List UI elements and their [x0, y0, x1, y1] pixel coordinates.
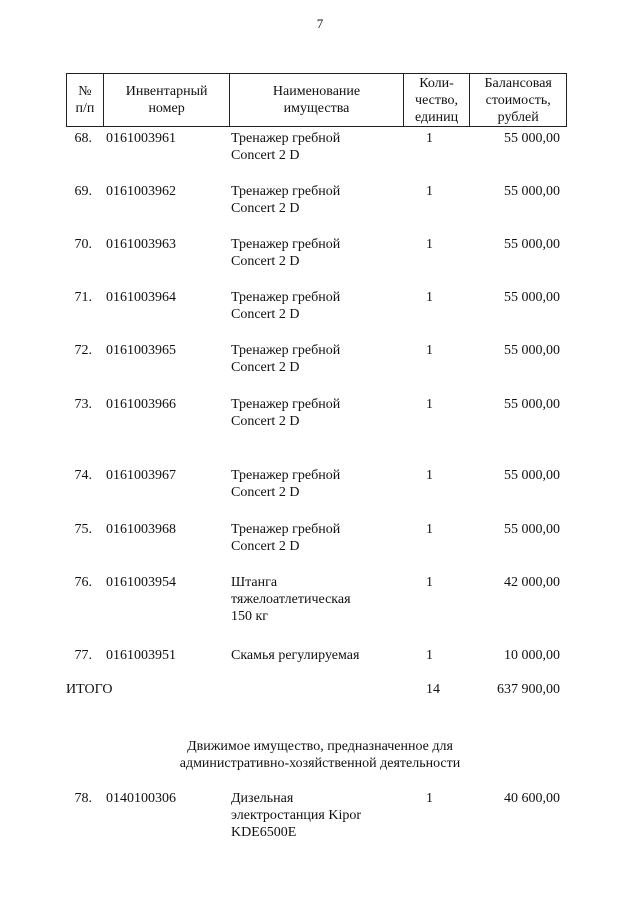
total-quantity: 14 [426, 682, 440, 697]
row-cost: 55 000,00 [504, 343, 560, 358]
row-inventory: 0161003963 [106, 237, 176, 252]
row-name: Тренажер гребной Concert 2 D [231, 131, 341, 163]
row-num: 71. [74, 290, 92, 305]
header-inventory: Инвентарный номер [104, 74, 231, 126]
row-quantity: 1 [426, 343, 433, 358]
row-inventory: 0161003951 [106, 648, 176, 663]
row-num: 69. [74, 184, 92, 199]
row-name: Штанга тяжелоатлетическая 150 кг [231, 575, 351, 624]
total-cost: 637 900,00 [497, 682, 560, 697]
row-cost: 55 000,00 [504, 237, 560, 252]
row-inventory: 0161003968 [106, 522, 176, 537]
row-num: 76. [74, 575, 92, 590]
row-cost: 10 000,00 [504, 648, 560, 663]
row-name: Тренажер гребной Concert 2 D [231, 184, 341, 216]
total-label: ИТОГО [66, 682, 113, 697]
header-num: № п/п [67, 74, 104, 126]
row-name: Скамья регулируемая [231, 648, 360, 663]
row-quantity: 1 [426, 575, 433, 590]
row-inventory: 0161003961 [106, 131, 176, 146]
row-cost: 42 000,00 [504, 575, 560, 590]
row-inventory: 0161003964 [106, 290, 176, 305]
page-number: 7 [316, 16, 324, 31]
row-cost: 55 000,00 [504, 290, 560, 305]
row-cost: 55 000,00 [504, 522, 560, 537]
row-num: 70. [74, 237, 92, 252]
row-num: 75. [74, 522, 92, 537]
row-quantity: 1 [426, 290, 433, 305]
row-quantity: 1 [426, 237, 433, 252]
row-name: Тренажер гребной Concert 2 D [231, 343, 341, 375]
row-num: 72. [74, 343, 92, 358]
row-quantity: 1 [426, 131, 433, 146]
row-name: Тренажер гребной Concert 2 D [231, 290, 341, 322]
row-inventory: 0161003954 [106, 575, 176, 590]
row-cost: 40 600,00 [504, 791, 560, 806]
row-name: Тренажер гребной Concert 2 D [231, 397, 341, 429]
row-num: 77. [74, 648, 92, 663]
row-quantity: 1 [426, 791, 433, 806]
row-quantity: 1 [426, 468, 433, 483]
row-cost: 55 000,00 [504, 397, 560, 412]
row-inventory: 0161003966 [106, 397, 176, 412]
row-quantity: 1 [426, 648, 433, 663]
row-inventory: 0161003967 [106, 468, 176, 483]
row-inventory: 0161003965 [106, 343, 176, 358]
table-header [66, 73, 567, 127]
row-num: 73. [74, 397, 92, 412]
row-cost: 55 000,00 [504, 468, 560, 483]
row-num: 74. [74, 468, 92, 483]
section-heading: Движимое имущество, предназначенное для административно-хозяйственной деятельности [179, 739, 461, 771]
row-cost: 55 000,00 [504, 131, 560, 146]
row-name: Тренажер гребной Concert 2 D [231, 522, 341, 554]
row-cost: 55 000,00 [504, 184, 560, 199]
header-quantity: Коли- чество, единиц [404, 74, 471, 126]
row-num: 78. [74, 791, 92, 806]
row-inventory: 0140100306 [106, 791, 176, 806]
row-name: Дизельная электростанция Kipor KDE6500E [231, 791, 362, 840]
row-name: Тренажер гребной Concert 2 D [231, 237, 341, 269]
row-quantity: 1 [426, 522, 433, 537]
row-name: Тренажер гребной Concert 2 D [231, 468, 341, 500]
row-quantity: 1 [426, 184, 433, 199]
header-name: Наименование имущества [230, 74, 403, 126]
header-cost: Балансовая стоимость, рублей [484, 75, 552, 125]
row-num: 68. [74, 131, 92, 146]
row-quantity: 1 [426, 397, 433, 412]
row-inventory: 0161003962 [106, 184, 176, 199]
